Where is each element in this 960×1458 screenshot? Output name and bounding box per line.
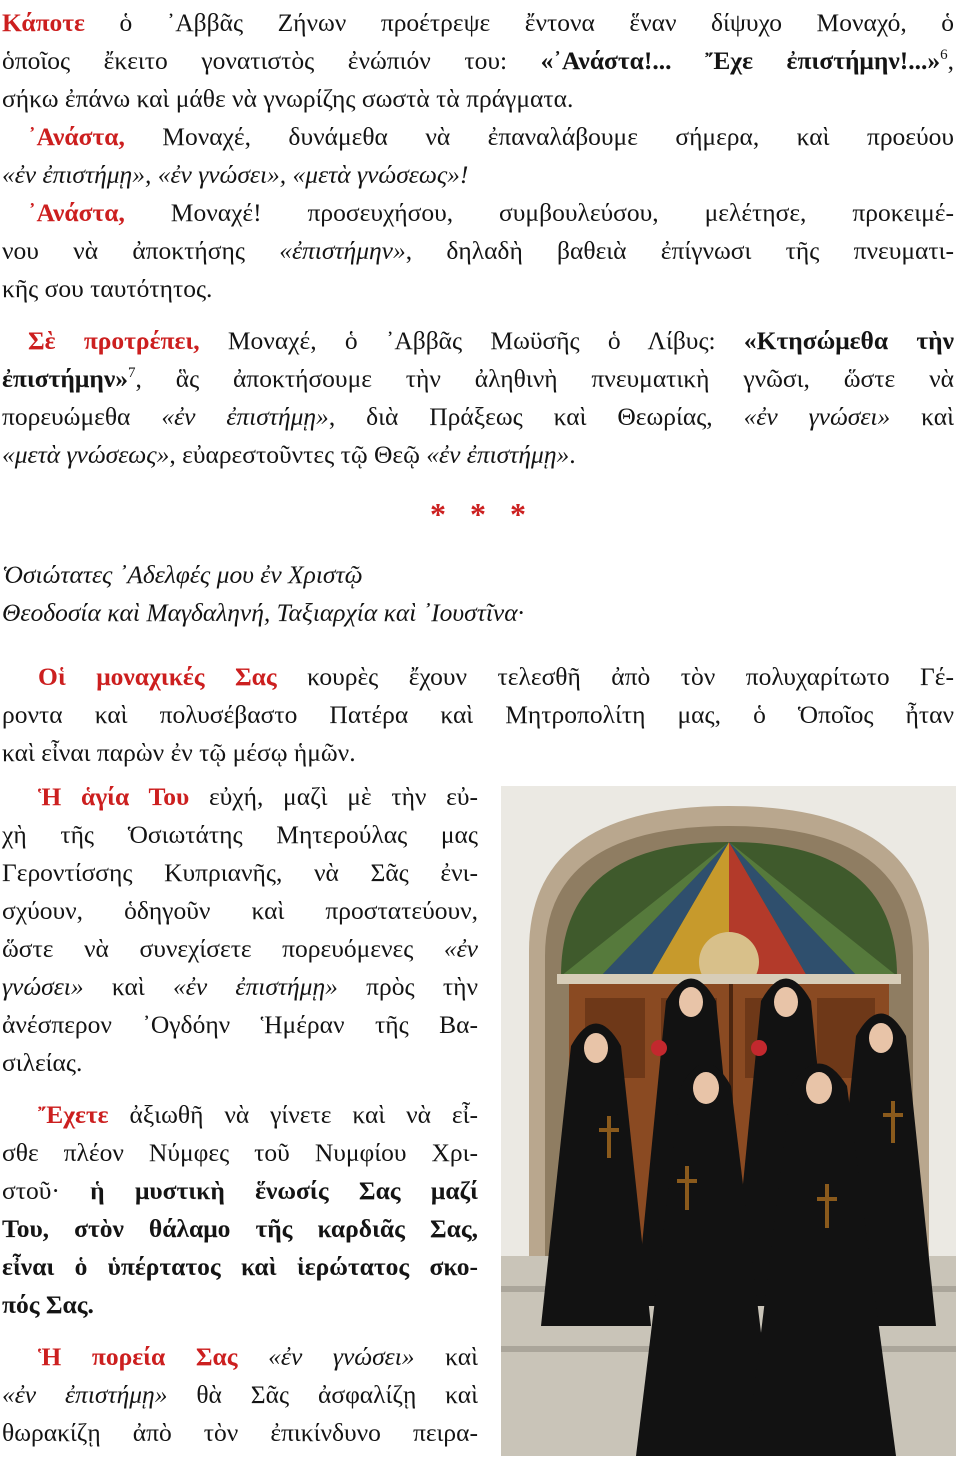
- text: καὶ: [890, 402, 954, 431]
- highlight-anasta: ᾿Ανάστα,: [28, 198, 125, 227]
- paragraph-6-line-1: [2, 778, 478, 816]
- paragraph-6-line-7: ἀνέσπερον ᾿Ογδόην Ἡμέραν τῆς Βα-: [2, 1010, 478, 1039]
- text: ὥστε νὰ συνεχίσετε πορευόμενες: [2, 934, 444, 963]
- italic-quote: «ἐπιστήμην»: [279, 236, 406, 265]
- paragraph-7-line-5: εἶναι ὁ ὑπέρτατος καὶ ἱερώτατος σκο-: [2, 1252, 478, 1281]
- bold-text: ἡ μυστικὴ ἕνωσίς Σας μαζί: [90, 1176, 478, 1205]
- italic-quote: «ἐν ἐπιστήμῃ»: [426, 440, 570, 469]
- italic-quote: γνώσει»: [2, 972, 84, 1001]
- highlight-anasta: ᾿Ανάστα,: [28, 122, 125, 151]
- text: ὁ ᾿Αββᾶς Ζήνων προέτρεψε ἔντονα ἕναν δίψυχο Μοναχό, ὁ: [84, 8, 954, 37]
- italic-quote: «ἐν ἐπιστήμῃ»: [161, 402, 329, 431]
- salutation-line-2: Θεοδοσία καὶ Μαγδαληνή, Ταξιαρχία καὶ ᾿Ιουστῖνα·: [2, 598, 524, 627]
- paragraph-7-line-4: Του, στὸν θάλαμο τῆς καρδιᾶς Σας,: [2, 1214, 478, 1243]
- paragraph-7-line-2: σθε πλέον Νύμφες τοῦ Νυμφίου Χρι-: [2, 1138, 478, 1167]
- paragraph-1-line-2: [2, 42, 954, 80]
- text: , δηλαδὴ βαθειὰ ἐπίγνωσι τῆς πνευματι-: [405, 236, 954, 265]
- salutation-line-1: Ὁσιώτατες ᾿Αδελφές μου ἐν Χριστῷ: [2, 560, 363, 589]
- text: καὶ: [414, 1342, 478, 1371]
- italic-quote: «ἐν: [443, 934, 478, 963]
- section-separator: * * *: [430, 496, 534, 532]
- paragraph-6-line-4: σχύουν, ὁδηγοῦν καὶ προστατεύουν,: [2, 896, 478, 925]
- text: πορευώμεθα: [2, 402, 162, 431]
- paragraph-6-line-5: [2, 930, 478, 968]
- paragraph-5-line-2: ροντα καὶ πολυσέβαστο Πατέρα καὶ Μητροπολίτη μας, ὁ Ὁποῖος ἦταν: [2, 700, 954, 729]
- text: ,: [947, 46, 954, 75]
- highlight-echete: Ἔχετε: [38, 1100, 109, 1129]
- text: θὰ Σᾶς ἀσφαλίζῃ καὶ: [167, 1380, 479, 1409]
- text: , διὰ Πράξεως καὶ Θεωρίας,: [328, 402, 744, 431]
- text: ἀξιωθῆ νὰ γίνετε καὶ νὰ εἶ-: [108, 1100, 478, 1129]
- text: ὁποῖος ἔκειτο γονατιστὸς ἐνώπιόν του:: [2, 46, 541, 75]
- highlight-se-protrepei: Σὲ προτρέπει,: [28, 326, 200, 355]
- paragraph-6-line-3: Γεροντίσσης Κυπριανῆς, νὰ Σᾶς ἐνι-: [2, 858, 478, 887]
- highlight-agia-tou: Ἡ ἁγία Του: [38, 782, 190, 811]
- text: πρὸς τὴν: [337, 972, 479, 1001]
- paragraph-6-line-6: [2, 968, 478, 1006]
- paragraph-3-line-2: [2, 232, 954, 270]
- bold-quote: ἐπιστήμην»: [2, 364, 128, 393]
- text: Μοναχέ, δυνάμεθα νὰ ἐπαναλάβουμε σήμερα, καὶ προεύου: [124, 122, 954, 151]
- paragraph-4-line-2: [2, 360, 954, 398]
- paragraph-7-line-6: πός Σας.: [2, 1290, 94, 1319]
- italic-quote: «ἐν γνώσει»: [743, 402, 891, 431]
- paragraph-5-line-1: [2, 658, 954, 696]
- italic-quote: «μετὰ γνώσεως»: [2, 440, 170, 469]
- text: κουρὲς ἔχουν τελεσθῆ ἀπὸ τὸν πολυχαρίτωτο Γέ-: [276, 662, 954, 691]
- highlight-monachikes: Οἱ μοναχικές Σας: [38, 662, 277, 691]
- paragraph-1-line-1: [2, 4, 954, 42]
- paragraph-4-line-1: [2, 322, 954, 360]
- bold-quote: «Κτησώμεθα τὴν: [743, 326, 954, 355]
- footnote-7: 7: [127, 365, 136, 381]
- paragraph-2-line-1: [2, 118, 954, 156]
- paragraph-4-line-4: [2, 436, 954, 474]
- highlight-kapote: Κάποτε: [2, 8, 85, 37]
- paragraph-7-line-1: [2, 1096, 478, 1134]
- text: , εὐαρεστοῦντες τῷ Θεῷ: [169, 440, 427, 469]
- paragraph-4-line-3: [2, 398, 954, 436]
- text: .: [569, 440, 576, 469]
- paragraph-8-line-2: [2, 1376, 478, 1414]
- text: , ἃς ἀποκτήσουμε τὴν ἀληθινὴ πνευματικὴ γνῶσι, ὥστε νὰ: [135, 364, 954, 393]
- paragraph-3-line-1: [2, 194, 954, 232]
- italic-quote: «ἐν ἐπιστήμῃ»: [173, 972, 338, 1001]
- text: καὶ: [83, 972, 174, 1001]
- nuns-photo-illustration: [501, 786, 956, 1456]
- text: Μοναχέ, ὁ ᾿Αββᾶς Μωϋσῆς ὁ Λίβυς:: [199, 326, 744, 355]
- quote-anasta: «᾿Ανάστα!... Ἔχε ἐπιστήμην!...»: [540, 46, 941, 75]
- italic-quote: «ἐν ἐπιστήμῃ»: [2, 1380, 168, 1409]
- paragraph-2-line-2: «ἐν ἐπιστήμῃ», «ἐν γνώσει», «μετὰ γνώσεως»!: [2, 160, 469, 189]
- text: στοῦ·: [2, 1176, 91, 1205]
- paragraph-1-line-3: σήκω ἐπάνω καὶ μάθε νὰ γνωρίζης σωστὰ τὰ πράγματα.: [2, 84, 574, 113]
- italic-quote: «ἐν γνώσει»: [237, 1342, 415, 1371]
- paragraph-6-line-8: σιλείας.: [2, 1048, 83, 1077]
- paragraph-7-line-3: [2, 1172, 478, 1210]
- footnote-6: 6: [940, 47, 948, 63]
- highlight-poreia: Ἡ πορεία Σας: [38, 1342, 238, 1371]
- text: εὐχή, μαζὶ μὲ τὴν εὐ-: [189, 782, 478, 811]
- text: νου νὰ ἀποκτήσης: [2, 236, 280, 265]
- paragraph-5-line-3: καὶ εἶναι παρὼν ἐν τῷ μέσῳ ἡμῶν.: [2, 738, 356, 767]
- paragraph-6-line-2: χὴ τῆς Ὁσιωτάτης Μητερούλας μας: [2, 820, 478, 849]
- paragraph-3-line-3: κῆς σου ταυτότητος.: [2, 274, 213, 303]
- text: Μοναχέ! προσευχήσου, συμβουλεύσου, μελέτησε, προκειμέ-: [124, 198, 954, 227]
- paragraph-8-line-1: [2, 1338, 478, 1376]
- paragraph-8-line-3: θωρακίζῃ ἀπὸ τὸν ἐπικίνδυνο πειρα-: [2, 1418, 478, 1447]
- nuns-photo: [501, 786, 956, 1456]
